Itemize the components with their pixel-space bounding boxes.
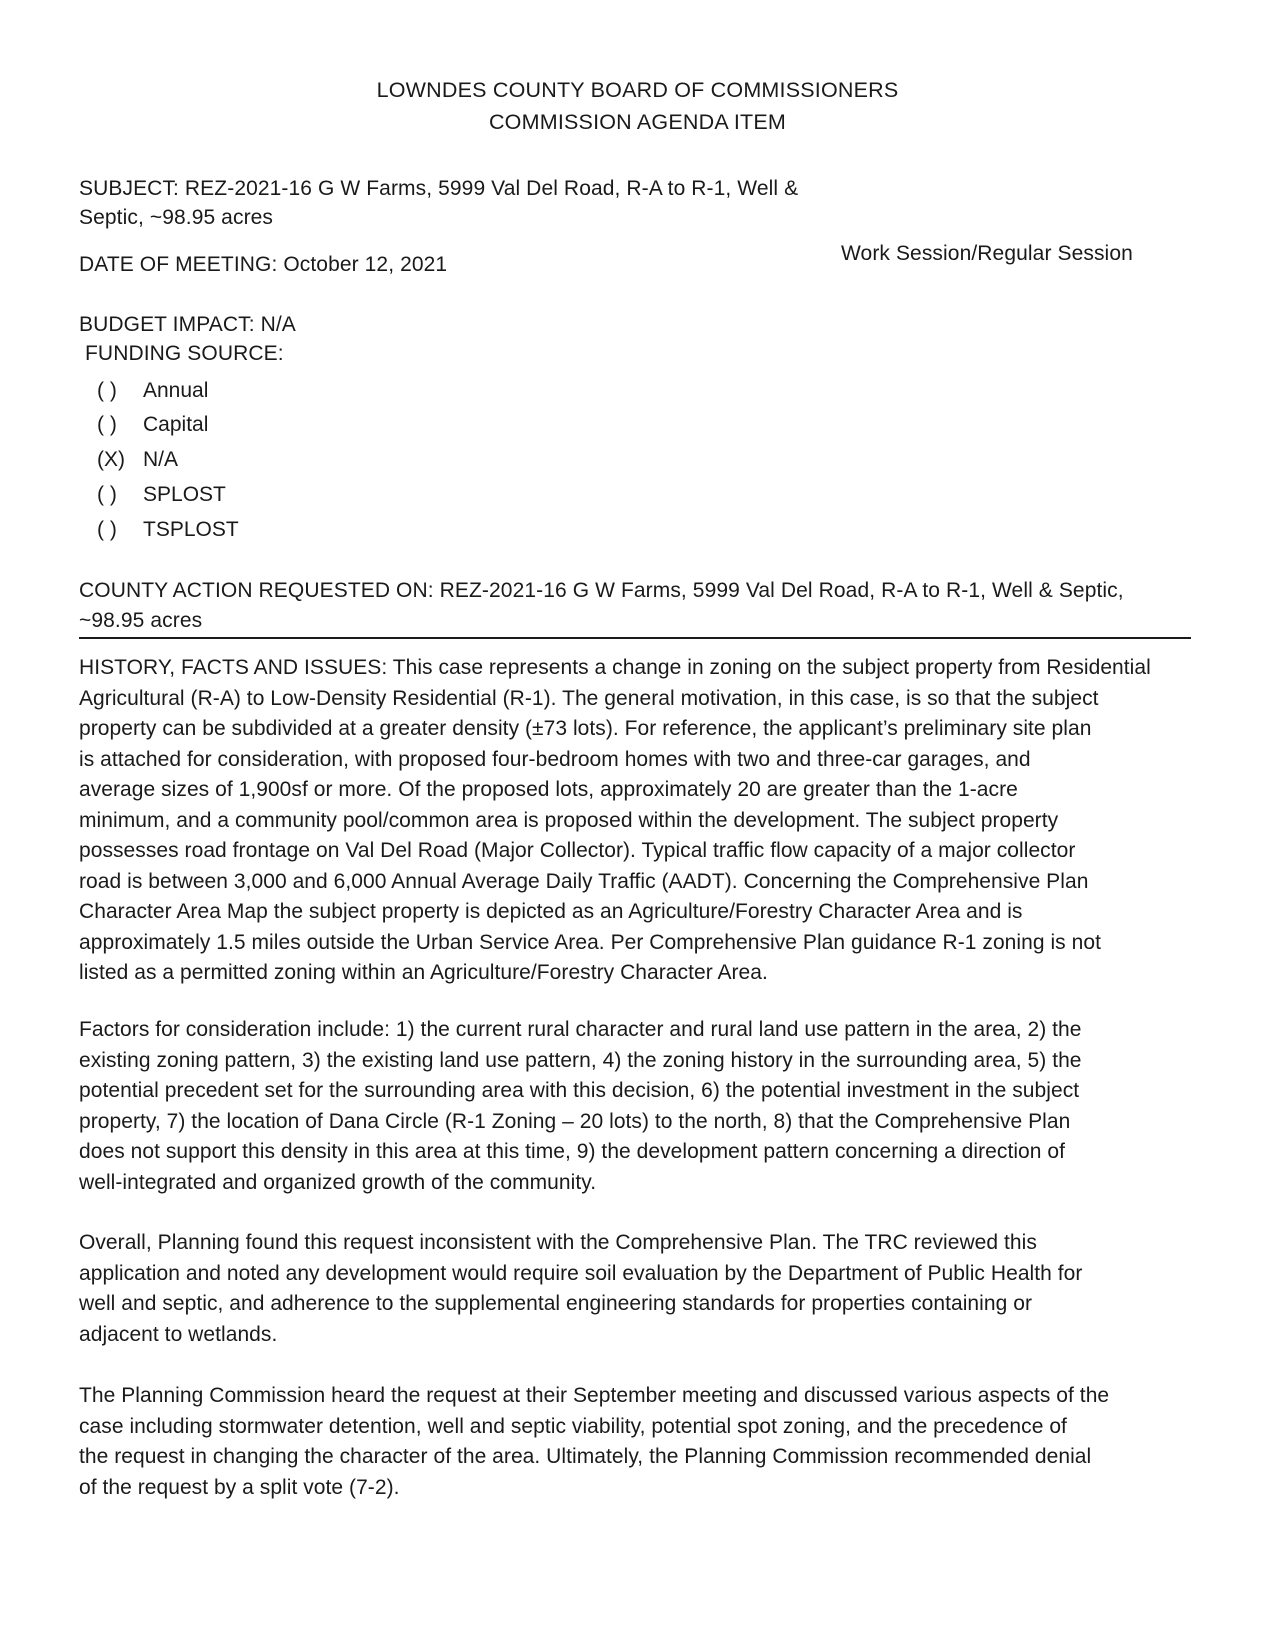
meeting-session: Work Session/Regular Session — [841, 242, 1133, 265]
funding-source-label: FUNDING SOURCE: — [85, 342, 284, 365]
history-line: road is between 3,000 and 6,000 Annual Average Daily Traffic (AADT). Concerning the Comprehensive Plan — [79, 869, 1089, 893]
action-requested-line-2: ~98.95 acres — [79, 609, 203, 632]
history-line: listed as a permitted zoning within an Agriculture/Forestry Character Area. — [79, 961, 768, 984]
factors-line: potential precedent set for the surrounding area with this decision, 6) the potential investment in the subject — [79, 1079, 1080, 1102]
funding-option-annual — [97, 376, 208, 406]
subject-line-2: Septic, ~98.95 acres — [79, 206, 274, 229]
funding-option-label: SPLOST — [143, 483, 226, 506]
document-subtitle: COMMISSION AGENDA ITEM — [488, 110, 787, 134]
history-line: is attached for consideration, with proposed four-bedroom homes with two and three-car garages, and — [79, 747, 1031, 771]
factors-paragraph — [79, 1015, 1204, 1198]
factors-line: existing zoning pattern, 3) the existing land use pattern, 4) the zoning history in the surrounding area, 5) the — [79, 1048, 1082, 1072]
document-title: LOWNDES COUNTY BOARD OF COMMISSIONERS — [376, 78, 899, 102]
overall-paragraph — [79, 1228, 1204, 1350]
checkbox-mark: ( ) — [97, 518, 117, 541]
overall-line: application and noted any development would require soil evaluation by the Department of Public Health for — [79, 1261, 1083, 1285]
funding-option-label: TSPLOST — [143, 518, 239, 541]
checkbox-mark: ( ) — [97, 379, 117, 402]
history-line: HISTORY, FACTS AND ISSUES: This case represents a change in zoning on the subject property from Residential — [79, 656, 1151, 679]
history-line: Agricultural (R-A) to Low-Density Residential (R-1). The general motivation, in this case, is so that the subject — [79, 686, 1099, 710]
overall-line: Overall, Planning found this request inconsistent with the Comprehensive Plan. The TRC reviewed this — [79, 1231, 1037, 1254]
checkbox-mark: ( ) — [97, 413, 117, 436]
history-line: minimum, and a community pool/common area is proposed within the development. The subject property — [79, 808, 1059, 832]
planning-line: the request in changing the character of the area. Ultimately, the Planning Commission recommended denial — [79, 1445, 1092, 1468]
funding-option-label: N/A — [143, 448, 179, 471]
planning-line: case including stormwater detention, well and septic viability, potential spot zoning, and the precedence of — [79, 1414, 1067, 1438]
history-line: approximately 1.5 miles outside the Urban Service Area. Per Comprehensive Plan guidance R-1 zoning is not — [79, 930, 1101, 954]
history-line: property can be subdivided at a greater density (±73 lots). For reference, the applicant’s preliminary site plan — [79, 717, 1092, 740]
planning-commission-paragraph — [79, 1381, 1204, 1503]
history-line: average sizes of 1,900sf or more. Of the proposed lots, approximately 20 are greater than the 1-acre — [79, 778, 1018, 801]
factors-line: Factors for consideration include: 1) the current rural character and rural land use pattern in the area, 2) the — [79, 1018, 1082, 1041]
funding-option-splost — [97, 480, 226, 510]
subject-line-1: SUBJECT: REZ-2021-16 G W Farms, 5999 Val Del Road, R-A to R-1, Well & — [79, 177, 799, 200]
funding-option-tsplost — [97, 515, 239, 545]
planning-line: of the request by a split vote (7-2). — [79, 1475, 400, 1499]
overall-line: well and septic, and adherence to the supplemental engineering standards for properties containing or — [79, 1292, 1032, 1315]
checkbox-mark: (X) — [97, 448, 125, 471]
history-line: possesses road frontage on Val Del Road (Major Collector). Typical traffic flow capacity of a major collector — [79, 839, 1076, 862]
factors-line: property, 7) the location of Dana Circle (R-1 Zoning – 20 lots) to the north, 8) that the Comprehensive Plan — [79, 1109, 1071, 1133]
funding-option-label: Annual — [143, 379, 209, 402]
section-divider — [79, 637, 1191, 639]
overall-line: adjacent to wetlands. — [79, 1322, 278, 1346]
checkbox-mark: ( ) — [97, 483, 117, 506]
action-requested-line-1: COUNTY ACTION REQUESTED ON: REZ-2021-16 G W Farms, 5999 Val Del Road, R-A to R-1, Well & Septic, — [79, 579, 1124, 602]
budget-impact: BUDGET IMPACT: N/A — [79, 313, 296, 336]
history-line: Character Area Map the subject property is depicted as an Agriculture/Forestry Character Area and is — [79, 900, 1023, 923]
factors-line: does not support this density in this area at this time, 9) the development pattern concerning a direction of — [79, 1140, 1066, 1163]
funding-option-capital — [97, 410, 208, 440]
factors-line: well-integrated and organized growth of the community. — [79, 1170, 597, 1194]
funding-option-na — [97, 445, 178, 475]
history-paragraph — [79, 653, 1204, 989]
planning-line: The Planning Commission heard the request at their September meeting and discussed various aspects of the — [79, 1384, 1110, 1407]
funding-option-label: Capital — [143, 413, 209, 436]
meeting-date: DATE OF MEETING: October 12, 2021 — [79, 253, 448, 276]
